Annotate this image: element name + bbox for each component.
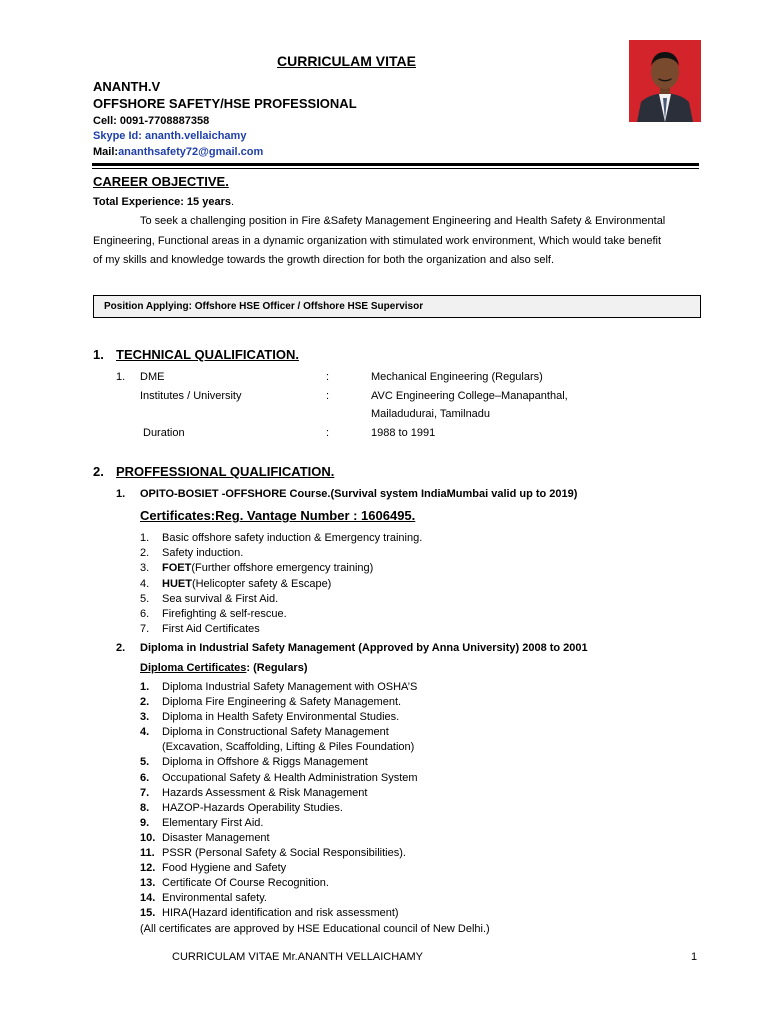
tech-sep-4: : (326, 427, 330, 439)
list-item: (Excavation, Scaffolding, Lifting & Piles Foundation) (162, 741, 415, 754)
course2-title: Diploma in Industrial Safety Management (Approved by Anna University) 2008 to 2001 (140, 642, 588, 654)
objective-line-3: of my skills and knowledge towards the growth direction for both the organization and also self. (93, 254, 555, 266)
candidate-role: OFFSHORE SAFETY/HSE PROFESSIONAL (93, 96, 357, 111)
header-rule-thin (92, 168, 699, 169)
list-item: 3. Diploma in Health Safety Environmental Studies. (140, 711, 400, 724)
list-item: 1. Basic offshore safety induction & Emergency training. (140, 532, 423, 544)
tech-value-4: 1988 to 1991 (371, 427, 436, 439)
list-item: 4. HUET(Helicopter safety & Escape) (140, 577, 332, 590)
list-item: 6. Firefighting & self-rescue. (140, 607, 287, 620)
course2-number: 2. (116, 642, 126, 654)
tech-label-4: Duration (143, 427, 185, 439)
approval-note: (All certificates are approved by HSE Educational council of New Delhi.) (140, 923, 490, 935)
mail-link[interactable]: ananthsafety72@gmail.com (118, 146, 264, 158)
course1-number: 1. (116, 488, 126, 500)
tech-value-2: AVC Engineering College–Manapanthal, (371, 390, 568, 402)
tech-sep-1: : (326, 371, 330, 383)
tech-value-3: Mailadudurai, Tamilnadu (371, 408, 491, 420)
footer-text: CURRICULAM VITAE Mr.ANANTH VELLAICHAMY (172, 951, 424, 963)
list-item: 6. Occupational Safety & Health Administration System (140, 771, 418, 784)
list-item: 10. Disaster Management (140, 831, 270, 844)
position-applying-box (93, 295, 701, 318)
list-item: 2. Diploma Fire Engineering & Safety Management. (140, 696, 402, 709)
experience-suffix: . (230, 196, 235, 208)
position-applying: Position Applying: Offshore HSE Officer / Offshore HSE Supervisor (104, 301, 424, 312)
list-item: 3. FOET(Further offshore emergency training) (140, 562, 374, 575)
list-item: 12. Food Hygiene and Safety (140, 862, 287, 875)
technical-heading-number: 1. (93, 347, 104, 362)
list-item: 4. Diploma in Constructional Safety Management (140, 726, 389, 739)
tech-sep-2: : (326, 390, 330, 402)
tech-label-1: DME (140, 371, 165, 383)
professional-heading-number: 2. (93, 464, 104, 479)
list-item: 5. Sea survival & First Aid. (140, 592, 279, 605)
technical-item-number: 1. (116, 371, 126, 383)
skype-id: Skype Id: ananth.vellaichamy (93, 130, 247, 142)
header-rule-thick (92, 163, 699, 166)
career-objective-heading: CAREER OBJECTIVE. (93, 174, 229, 189)
list-item: 1. Diploma Industrial Safety Management with OSHA’S (140, 681, 418, 693)
professional-heading: PROFFESSIONAL QUALIFICATION. (116, 464, 335, 479)
candidate-name: ANANTH.V (93, 79, 161, 94)
list-item: 7. First Aid Certificates (140, 623, 260, 636)
technical-heading: TECHNICAL QUALIFICATION. (116, 347, 299, 362)
course1-list (140, 531, 540, 637)
mail-label: Mail: (93, 146, 119, 158)
list-item: 9. Elementary First Aid. (140, 816, 264, 829)
tech-label-2: Institutes / University (140, 390, 242, 402)
list-item: 2. Safety induction. (140, 547, 244, 560)
profile-photo (629, 40, 701, 122)
list-item: 15. HIRA(Hazard identification and risk assessment) (140, 907, 399, 920)
page-number: 1 (691, 951, 698, 963)
cell-number: Cell: 0091-7708887358 (93, 115, 210, 127)
list-item: 7. Hazards Assessment & Risk Management (140, 786, 368, 799)
objective-line-2: Engineering, Functional areas in a dynamic organization with stimulated work environment, Which would take benefit (93, 235, 662, 247)
objective-line-1: To seek a challenging position in Fire &Safety Management Engineering and Health Safety & Environmental (140, 215, 666, 227)
diploma-certificates-label: Diploma Certificates: (Regulars) (140, 662, 308, 674)
portrait-image (629, 40, 701, 122)
list-item: 13. Certificate Of Course Recognition. (140, 877, 329, 890)
experience-label: Total Experience: 15 years (93, 196, 231, 208)
list-item: 11. PSSR (Personal Safety & Social Responsibilities). (140, 847, 406, 860)
list-item: 8. HAZOP-Hazards Operability Studies. (140, 801, 343, 814)
certificates-reg-number: Certificates:Reg. Vantage Number : 1606495. (140, 508, 416, 523)
mail-line (93, 146, 263, 158)
document-title: CURRICULAM VITAE (277, 53, 416, 69)
total-experience (93, 196, 234, 208)
diploma-list (140, 680, 560, 937)
tech-value-1: Mechanical Engineering (Regulars) (371, 371, 543, 383)
list-item: 14. Environmental safety. (140, 892, 267, 905)
course1-title: OPITO-BOSIET -OFFSHORE Course.(Survival system IndiaMumbai valid up to 2019) (140, 488, 578, 500)
list-item: 5. Diploma in Offshore & Riggs Management (140, 756, 368, 769)
